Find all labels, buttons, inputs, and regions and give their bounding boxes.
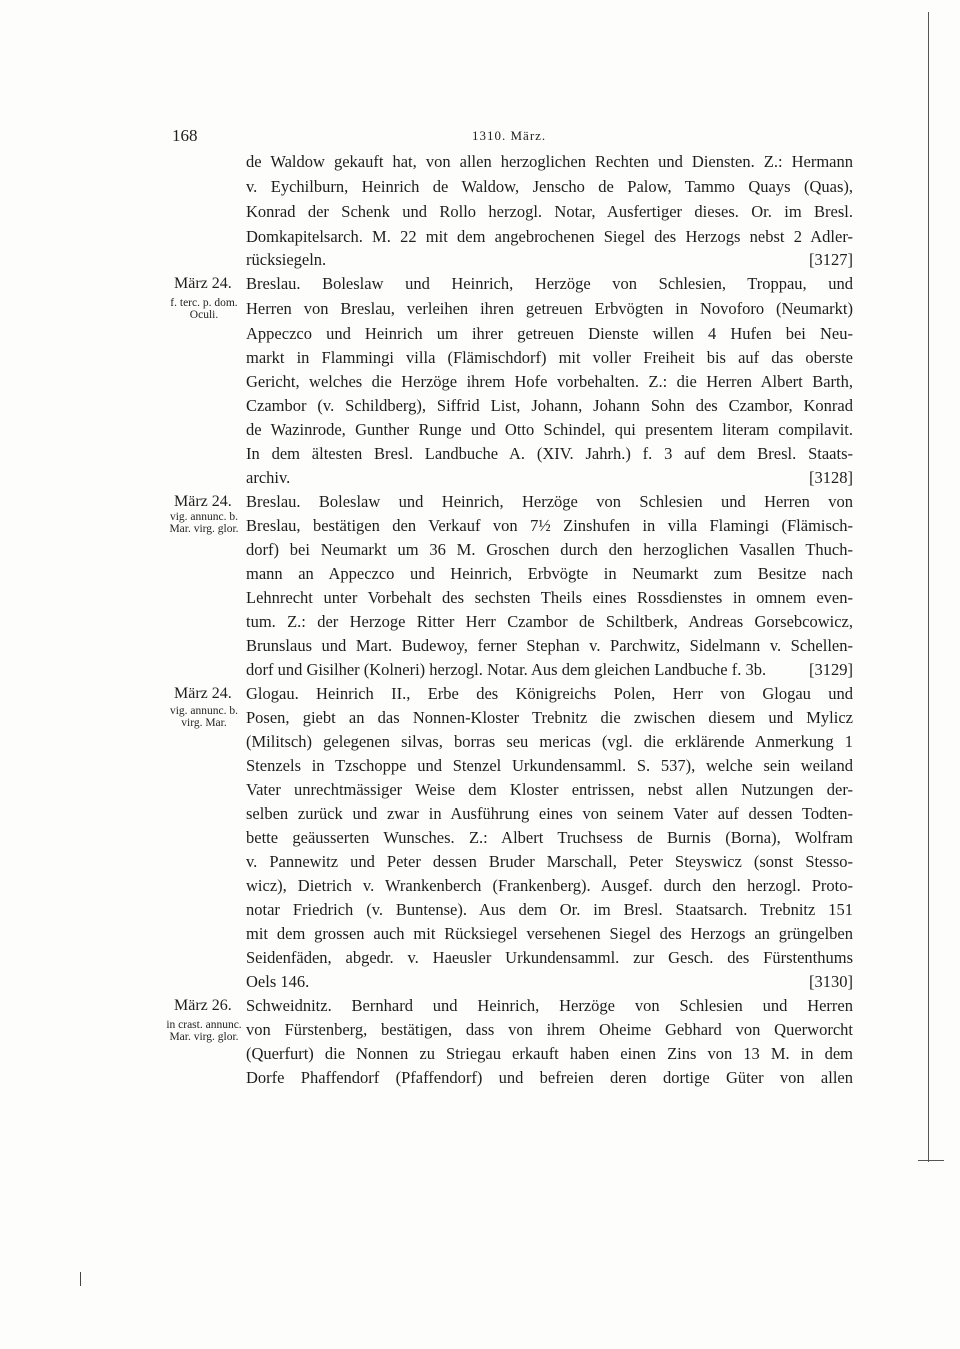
margin-note: vig. annunc. b. virg. Mar. (169, 705, 239, 729)
margin-note: vig. annunc. b. Mar. virg. glor. (169, 511, 239, 535)
text-line: dorf) bei Neumarkt um 36 M. Groschen durch den herzoglichen Vasallen Thuch- (246, 540, 853, 559)
text-line: Breslau, bestätigen den Verkauf von 7½ Zinshufen in villa Flamingi (Flämisch- (246, 516, 853, 535)
text-line: Seidenfäden, abgedr. v. Haeusler Urkundensamml. zur Gesch. des Fürstenthums (246, 948, 853, 967)
text-line: Lehnrecht unter Vorbehalt des sechsten Theils eines Rossdienstes in omnem even- (246, 588, 853, 607)
text-line: Konrad der Schenk und Rollo herzogl. Notar, Ausfertiger dieses. Or. im Bresl. (246, 202, 853, 221)
text-line: wicz), Dietrich v. Wrankenberch (Frankenberg). Ausgef. durch den herzogl. Proto- (246, 876, 853, 895)
text-line: Stenzels in Tzschoppe und Stenzel Urkundensamml. S. 537), welche sein weiland (246, 756, 853, 775)
document-number: [3127] (809, 250, 853, 269)
text-line: Glogau. Heinrich II., Erbe des Königreichs Polen, Herr von Glogau und (246, 684, 853, 703)
binding-rule-foot (918, 1160, 944, 1161)
text-line: von Fürstenberg, bestätigen, dass von ihrem Oheime Gebhard von Querworcht (246, 1020, 853, 1039)
text-line: Posen, giebt an das Nonnen-Kloster Trebnitz die zwischen diesem und Mylicz (246, 708, 853, 727)
line-text: dorf und Gisilher (Kolneri) herzogl. Notar. Aus dem gleichen Landbuche f. 3b. (246, 660, 767, 679)
document-number: [3130] (809, 972, 853, 991)
text-line: v. Eychilburn, Heinrich de Waldow, Jenscho de Palow, Tammo Quays (Quas), (246, 177, 853, 196)
text-line: (Querfurt) die Nonnen zu Striegau erkauft haben einen Zins von 13 M. in dem (246, 1044, 853, 1063)
line-text: rücksiegeln. (246, 250, 327, 269)
text-line: mann an Appeczco und Heinrich, Erbvögte in Neumarkt zum Besitze nach (246, 564, 853, 583)
text-line: tum. Z.: der Herzoge Ritter Herr Czambor de Schiltberk, Andreas Gorsebcowicz, (246, 612, 853, 631)
binding-rule (928, 12, 929, 1162)
text-line: Appeczco und Heinrich um ihrer getreuen Dienste willen 4 Hufen bei Neu- (246, 324, 853, 343)
text-line: In dem ältesten Bresl. Landbuche A. (XIV. Jahrh.) f. 3 auf dem Bresl. Staats- (246, 444, 853, 463)
margin-date: März 24. (174, 275, 232, 292)
running-head: 1310. März. (472, 128, 547, 143)
page-number: 168 (172, 126, 198, 145)
text-line: Dorfe Phaffendorf (Pfaffendorf) und befreien deren dortige Güter von allen (246, 1068, 853, 1087)
text-line: Domkapitelsarch. M. 22 mit dem angebrochenen Siegel des Herzogs nebst 2 Adler- (246, 227, 853, 246)
text-line: markt in Flammingi villa (Flämischdorf) mit voller Freiheit bis auf das oberste (246, 348, 853, 367)
text-line (246, 466, 853, 490)
document-number: [3128] (809, 468, 853, 487)
margin-note: f. terc. p. dom. Oculi. (170, 297, 238, 321)
text-line: Herren von Breslau, verleihen ihren getreuen Erbvögten in Novoforo (Neumarkt) (246, 299, 853, 318)
text-line: Gericht, welches die Herzöge ihrem Hofe vorbehalten. Z.: die Herren Albert Barth, (246, 372, 853, 391)
text-line: Brunslaus und Mart. Budewoy, ferner Stephan v. Parchwitz, Sidelmann v. Schellen- (246, 636, 853, 655)
document-number: [3129] (809, 660, 853, 679)
margin-date: März 24. (174, 493, 232, 510)
margin-date: März 24. (174, 685, 232, 702)
text-line (246, 248, 853, 272)
text-line: Vater unrechtmässiger Weise dem Kloster entrissen, nebst allen Nutzungen der- (246, 780, 853, 799)
text-line: Schweidnitz. Bernhard und Heinrich, Herzöge von Schlesien und Herren (246, 996, 853, 1015)
text-line: notar Friedrich (v. Buntense). Aus dem Or. im Bresl. Staatsarch. Trebnitz 151 (246, 900, 853, 919)
line-text: archiv. (246, 468, 291, 487)
text-line: selben zurück und zwar in Ausführung eines von seinem Vater auf dessen Todten- (246, 804, 853, 823)
margin-note: in crast. annunc. Mar. virg. glor. (166, 1019, 242, 1043)
scan-speck (80, 1272, 81, 1286)
line-text: Oels 146. (246, 972, 310, 991)
text-line: de Wazinrode, Gunther Runge und Otto Schindel, qui presentem literam compilavit. (246, 420, 853, 439)
margin-date: März 26. (174, 997, 232, 1014)
text-line: mit dem grossen auch mit Rücksiegel versehenen Siegel des Herzogs an grüngelben (246, 924, 853, 943)
text-line: Breslau. Boleslaw und Heinrich, Herzöge von Schlesien und Herren von (246, 492, 853, 511)
text-line: (Militsch) gelegenen silvas, borras seu mericas (vgl. die erklärende Anmerkung 1 (246, 732, 853, 751)
text-line (246, 658, 853, 682)
text-line: de Waldow gekauft hat, von allen herzoglichen Rechten und Diensten. Z.: Hermann (246, 152, 853, 171)
text-line: v. Pannewitz und Peter dessen Bruder Marschall, Peter Steyswicz (sonst Stesso- (246, 852, 853, 871)
text-line: bette geäusserten Wunsches. Z.: Albert Truchsess de Burnis (Borna), Wolfram (246, 828, 853, 847)
text-line: Breslau. Boleslaw und Heinrich, Herzöge von Schlesien, Troppau, und (246, 274, 853, 293)
text-line: Czambor (v. Schildberg), Siffrid List, Johann, Johann Sohn des Czambor, Konrad (246, 396, 853, 415)
text-line (246, 970, 853, 994)
